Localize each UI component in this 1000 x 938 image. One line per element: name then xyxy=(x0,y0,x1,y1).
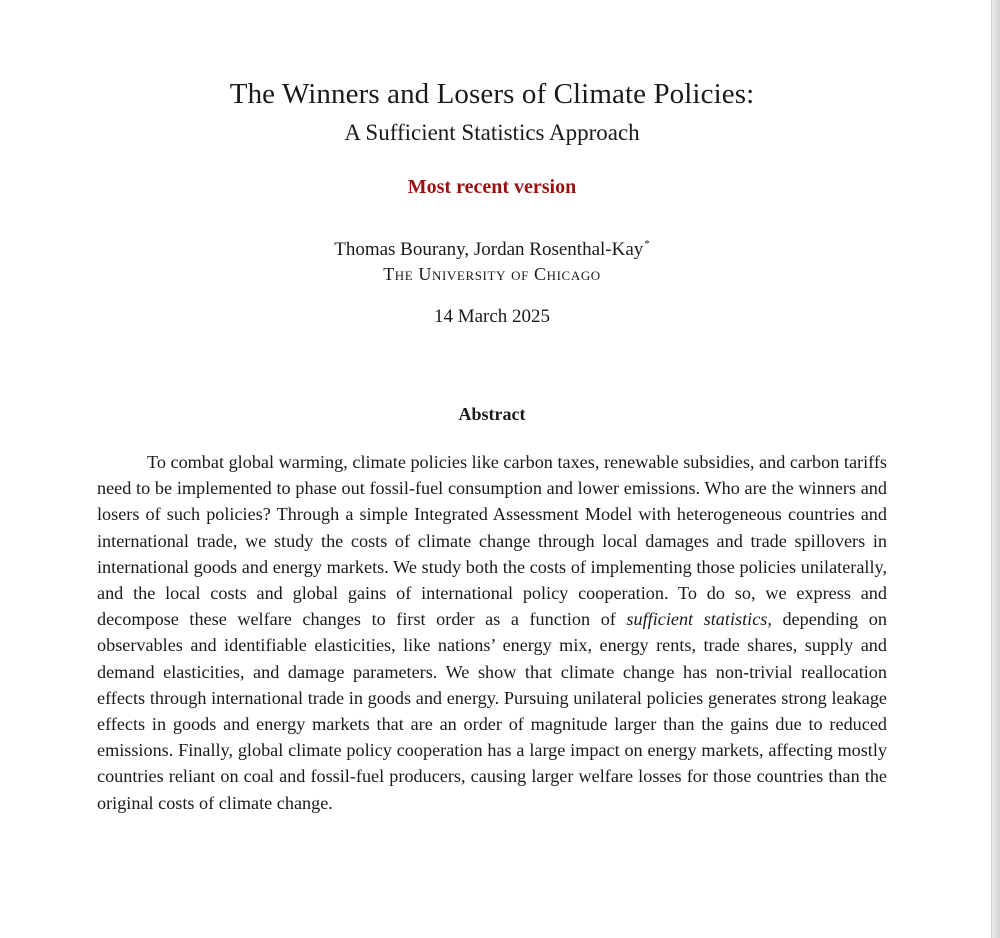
affiliation: The University of Chicago xyxy=(383,264,601,284)
paper-subtitle: A Sufficient Statistics Approach xyxy=(344,120,640,145)
author-names: Thomas Bourany, Jordan Rosenthal-Kay xyxy=(334,239,644,260)
publication-date: 14 March 2025 xyxy=(433,306,551,327)
abstract-body xyxy=(97,449,887,816)
version-link-container xyxy=(0,172,984,202)
page-edge-shadow xyxy=(991,0,1000,938)
author-line xyxy=(0,230,984,264)
abstract-heading: Abstract xyxy=(458,404,526,424)
author-footnote-mark[interactable]: * xyxy=(644,238,650,250)
abstract-italic-phrase: sufficient statistics xyxy=(626,609,768,630)
most-recent-version-link[interactable]: Most recent version xyxy=(407,176,577,198)
abstract-text-part-1: To combat global warming, climate policies like carbon taxes, renewable subsidies, and carbon tariffs need to be implemented to phase out fossil-fuel consumption and lower emissions. Who are the winners and losers of such policies? Through a simple Integrated Assessment Model with heterogeneous countries and international trade, we study the costs of climate change through local damages and trade spillovers in international goods and energy markets. We study both the costs of implementing those policies unilaterally, and the local costs and global gains of international policy cooperation. To do so, we express and decompose these welfare changes to first order as a function of xyxy=(97,452,887,630)
paper-title: The Winners and Losers of Climate Policies: xyxy=(229,78,755,110)
abstract-text-part-2: , depending on observables and identifiable elasticities, like nations’ energy mix, energy rents, trade shares, supply and demand elasticities, and damage parameters. We show that climate change has non-trivial reallocation effects through international trade in goods and energy. Pursuing unilateral policies generates strong leakage effects in goods and energy markets that are an order of magnitude larger than the gains due to reduced emissions. Finally, global climate policy cooperation has a large impact on energy markets, affecting mostly countries reliant on coal and fossil-fuel producers, causing larger welfare losses for those countries than the original costs of climate change. xyxy=(97,609,887,813)
